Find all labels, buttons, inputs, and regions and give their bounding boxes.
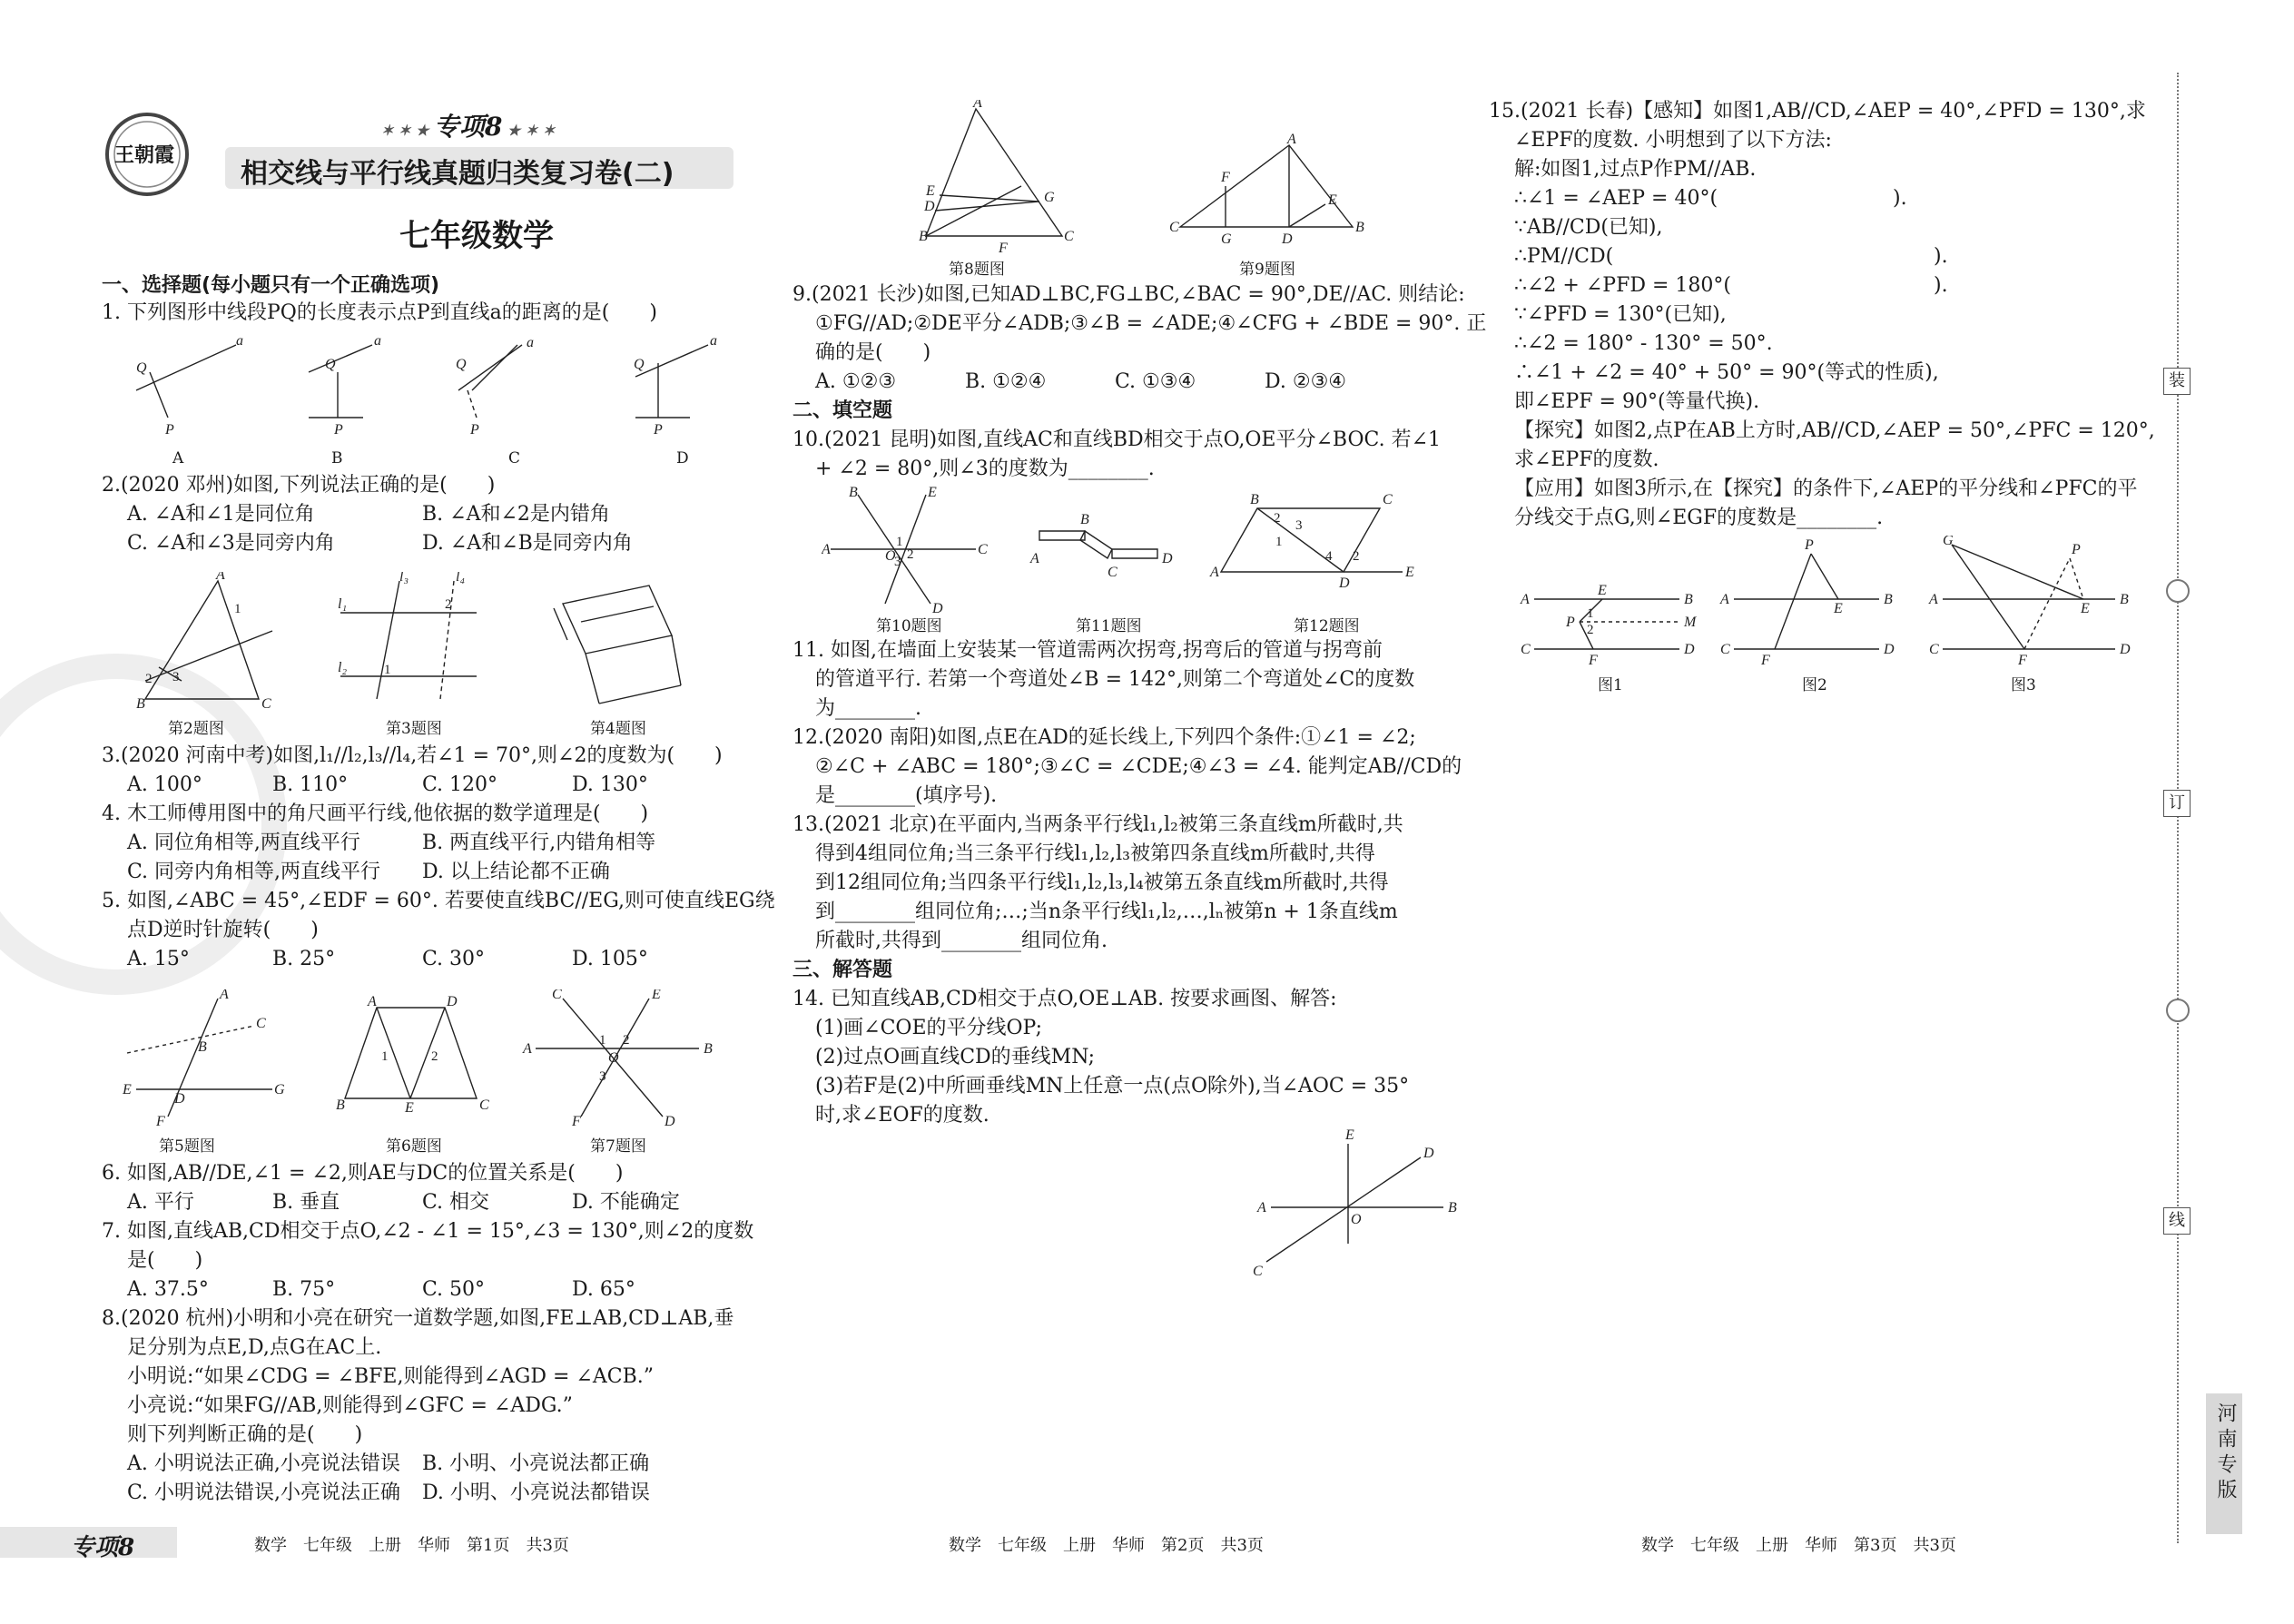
q12-text-3: 是________(填序号). <box>815 784 998 807</box>
svg-text:B: B <box>1884 592 1893 607</box>
cap-fig2: 第2题图 <box>168 720 224 738</box>
q14-text-2: (1)画∠COE的平分线OP; <box>815 1017 1042 1039</box>
q6-a: A. 平行 <box>127 1191 194 1214</box>
svg-text:F: F <box>156 1114 165 1126</box>
svg-text:C: C <box>1383 492 1393 507</box>
q1-text: 1. 下列图形中线段PQ的长度表示点P到直线a的距离的是( ) <box>102 301 657 324</box>
svg-text:O: O <box>608 1050 619 1066</box>
q7-a: A. 37.5° <box>127 1278 209 1301</box>
svg-text:1: 1 <box>384 663 391 677</box>
svg-text:E: E <box>1328 192 1337 208</box>
q4-text: 4. 木工师傅用图中的角尺画平行线,他依据的数学道理是( ) <box>102 802 649 825</box>
svg-text:A: A <box>1720 592 1729 607</box>
svg-text:D: D <box>924 199 935 214</box>
q7-d: D. 65° <box>572 1278 635 1301</box>
svg-text:G: G <box>1221 231 1232 247</box>
binding-mark-3: 线 <box>2163 1207 2191 1235</box>
q9-text-3: 确的是( ) <box>815 341 931 364</box>
svg-text:3: 3 <box>599 1069 606 1084</box>
svg-text:C: C <box>1253 1264 1263 1279</box>
q3-text: 3.(2020 河南中考)如图,l₁//l₂,l₃//l₄,若∠1 = 70°,则∠2的度数为( ) <box>102 744 723 767</box>
q1-opt-a: A <box>172 449 184 468</box>
svg-text:M: M <box>1684 615 1697 630</box>
q3-d: D. 130° <box>572 773 648 796</box>
binding-mark-1: 装 <box>2163 368 2191 395</box>
cap-q15-fig3: 图3 <box>2011 676 2036 694</box>
svg-text:F: F <box>2018 653 2027 668</box>
cap-fig10: 第10题图 <box>876 617 942 635</box>
svg-text:Q: Q <box>456 357 467 372</box>
svg-text:C: C <box>552 989 562 1002</box>
svg-text:A: A <box>1210 565 1219 580</box>
footer-badge: 专项8 <box>71 1534 135 1561</box>
svg-text:P: P <box>470 422 479 438</box>
section-answer: 三、解答题 <box>793 959 893 981</box>
q14-figure <box>1253 1126 1471 1284</box>
svg-text:B: B <box>1250 492 1259 507</box>
svg-text:4: 4 <box>1325 549 1333 564</box>
q14-text-3: (2)过点O画直线CD的垂线MN; <box>815 1046 1096 1068</box>
q6-b: B. 垂直 <box>272 1191 340 1214</box>
svg-text:D: D <box>2120 642 2131 657</box>
svg-text:B: B <box>1080 512 1089 527</box>
q14-text-5: 时,求∠EOF的度数. <box>815 1104 989 1127</box>
cap-fig4: 第4题图 <box>590 720 646 738</box>
q15-text-8: ∵∠PFD = 130°(已知), <box>1514 303 1727 326</box>
cap-fig11: 第11题图 <box>1076 617 1142 635</box>
q6-c: C. 相交 <box>422 1191 490 1214</box>
svg-text:a: a <box>710 336 717 349</box>
special-badge: ✶ ✶ ★ 专项8 ★ ✶ ✶ <box>381 112 556 142</box>
svg-text:2: 2 <box>1587 623 1594 637</box>
q12-text-1: 12.(2020 南阳)如图,点E在AD的延长线上,下列四个条件:①∠1 = ∠2; <box>793 726 1416 749</box>
q9-d: D. ②③④ <box>1265 370 1347 393</box>
binding-circle-2 <box>2166 999 2190 1022</box>
q4-b: B. 两直线平行,内错角相等 <box>422 832 656 854</box>
svg-text:E: E <box>405 1100 414 1116</box>
footer-page-1: 数学 七年级 上册 华师 第1页 共3页 <box>254 1536 569 1555</box>
svg-text:B: B <box>1448 1200 1457 1216</box>
q15-text-5: ∵AB//CD(已知), <box>1514 216 1663 239</box>
q14-text-1: 14. 已知直线AB,CD相交于点O,OE⊥AB. 按要求画图、解答: <box>793 988 1337 1010</box>
edition-label: 河南专版 <box>2214 1403 2237 1504</box>
svg-text:D: D <box>932 601 943 613</box>
svg-text:P: P <box>1805 537 1814 553</box>
q7-c: C. 50° <box>422 1278 486 1301</box>
q9-b: B. ①②④ <box>965 370 1047 393</box>
cap-fig3: 第3题图 <box>386 720 442 738</box>
svg-text:2: 2 <box>445 597 452 612</box>
svg-text:Q: Q <box>325 357 336 372</box>
svg-text:A: A <box>973 100 982 111</box>
svg-text:C: C <box>1064 229 1074 244</box>
q15-text-9: ∴∠2 = 180° - 130° = 50°. <box>1514 332 1773 355</box>
q6-d: D. 不能确定 <box>572 1191 680 1214</box>
q2-4-figures <box>127 572 708 712</box>
q6-text: 6. 如图,AB//DE,∠1 = ∠2,则AE与DC的位置关系是( ) <box>102 1162 624 1185</box>
q4-a: A. 同位角相等,两直线平行 <box>127 832 360 854</box>
q5-a: A. 15° <box>127 948 190 970</box>
svg-text:a: a <box>374 336 381 349</box>
page-title: 相交线与平行线真题归类复习卷(二) <box>241 158 674 190</box>
q15-text-11: 即∠EPF = 90°(等量代换). <box>1514 390 1760 413</box>
q5-7-figures <box>118 989 735 1129</box>
svg-text:G: G <box>274 1082 285 1097</box>
q4-c: C. 同旁内角相等,两直线平行 <box>127 861 381 883</box>
svg-text:C: C <box>1929 642 1939 657</box>
q11-text-3: 为________. <box>815 697 921 720</box>
svg-text:B: B <box>336 1097 345 1113</box>
q8-9-figures <box>908 100 1380 258</box>
q1-opt-b: B <box>331 449 343 468</box>
svg-text:Q: Q <box>136 360 147 376</box>
svg-text:A: A <box>1287 132 1296 147</box>
svg-text:B: B <box>1684 592 1693 607</box>
q8-a: A. 小明说法正确,小亮说法错误 <box>127 1452 400 1475</box>
svg-text:C: C <box>1169 220 1179 235</box>
logo-badge <box>102 100 192 209</box>
page-subtitle: 七年级数学 <box>399 218 554 254</box>
svg-text:P: P <box>654 422 663 438</box>
q3-c: C. 120° <box>422 773 498 796</box>
q15-text-1: 15.(2021 长春)【感知】如图1,AB//CD,∠AEP = 40°,∠PFD = 130°,求 <box>1489 100 2146 123</box>
q12-text-2: ②∠C + ∠ABC = 180°;③∠C = ∠CDE;④∠3 = ∠4. 能判定AB//CD的 <box>815 755 1462 778</box>
svg-text:B: B <box>919 229 928 244</box>
svg-text:A: A <box>523 1041 532 1057</box>
svg-text:1: 1 <box>381 1049 389 1064</box>
svg-text:F: F <box>1221 170 1230 185</box>
svg-text:E: E <box>1345 1127 1354 1143</box>
svg-text:D: D <box>1282 231 1293 247</box>
cap-fig7: 第7题图 <box>590 1137 646 1156</box>
q3-b: B. 110° <box>272 773 349 796</box>
svg-text:1: 1 <box>896 535 903 549</box>
svg-text:E: E <box>1598 583 1607 598</box>
q9-text-1: 9.(2021 长沙)如图,已知AD⊥BC,FG⊥BC,∠BAC = 90°,DE//AC. 则结论: <box>793 283 1465 306</box>
q3-a: A. 100° <box>127 773 202 796</box>
q1-figures <box>127 336 781 467</box>
svg-text:2: 2 <box>623 1033 630 1048</box>
q15-text-7: ∴∠2 + ∠PFD = 180°( <box>1514 274 1731 297</box>
svg-text:P: P <box>2072 542 2081 557</box>
svg-text:B: B <box>1355 220 1364 235</box>
svg-text:E: E <box>2081 601 2090 616</box>
svg-text:l₃: l₃ <box>399 572 409 585</box>
svg-text:C: C <box>256 1016 266 1031</box>
q8-b: B. 小明、小亮说法都正确 <box>422 1452 650 1475</box>
svg-text:Q: Q <box>634 357 645 372</box>
q15-text-6: ∴PM//CD( <box>1514 245 1614 268</box>
svg-text:G: G <box>1044 190 1055 205</box>
q15-text-2: ∠EPF的度数. 小明想到了以下方法: <box>1514 129 1832 152</box>
svg-text:2: 2 <box>145 672 153 686</box>
svg-text:B: B <box>2120 592 2129 607</box>
q1-opt-d: D <box>676 449 689 468</box>
q13-text-3: 到12组同位角;当四条平行线l₁,l₂,l₃,l₄被第五条直线m所截时,共得 <box>815 871 1389 894</box>
svg-text:A: A <box>1929 592 1938 607</box>
svg-text:P: P <box>1566 615 1575 630</box>
q15-text-4: ∴∠1 = ∠AEP = 40°( <box>1514 187 1718 210</box>
svg-text:E: E <box>1405 565 1414 580</box>
q8-d: D. 小明、小亮说法都错误 <box>422 1481 650 1504</box>
svg-text:E: E <box>928 486 937 500</box>
q15-text-14: 【应用】如图3所示,在【探究】的条件下,∠AEP的平分线和∠PFC的平 <box>1514 477 2138 500</box>
q8-text-3: 小明说:“如果∠CDG = ∠BFE,则能得到∠AGD = ∠ACB.” <box>127 1365 654 1388</box>
svg-text:B: B <box>136 696 145 708</box>
svg-text:1: 1 <box>1587 606 1594 621</box>
svg-text:l₂: l₂ <box>338 660 348 675</box>
q8-text-2: 足分别为点E,D,点G在AC上. <box>127 1336 382 1359</box>
q10-text-1: 10.(2021 昆明)如图,直线AC和直线BD相交于点O,OE平分∠BOC. 若∠1 <box>793 428 1442 451</box>
svg-text:E: E <box>652 989 661 1002</box>
svg-text:3: 3 <box>172 670 180 684</box>
q5-d: D. 105° <box>572 948 648 970</box>
q2-a: A. ∠A和∠1是同位角 <box>127 503 315 526</box>
q9-a: A. ①②③ <box>815 370 897 393</box>
q11-text-1: 11. 如图,在墙面上安装某一管道需两次拐弯,拐弯后的管道与拐弯前 <box>793 639 1383 662</box>
section-choice: 一、选择题(每小题只有一个正确选项) <box>102 274 440 297</box>
svg-text:D: D <box>174 1091 185 1107</box>
svg-text:A: A <box>220 989 229 1002</box>
q1-opt-c: C <box>508 449 521 468</box>
svg-text:D: D <box>447 994 458 1009</box>
q5-b: B. 25° <box>272 948 336 970</box>
binding-mark-2: 订 <box>2163 790 2191 817</box>
svg-text:1: 1 <box>599 1033 606 1048</box>
q10-12-figures <box>822 486 1439 616</box>
svg-text:A: A <box>216 572 225 583</box>
svg-text:3: 3 <box>1295 518 1303 533</box>
q10-text-2: + ∠2 = 80°,则∠3的度数为________. <box>815 458 1155 480</box>
q15-figures <box>1516 536 2151 684</box>
svg-text:O: O <box>1351 1212 1362 1227</box>
cap-fig8: 第8题图 <box>949 261 1005 279</box>
q5-text-1: 5. 如图,∠ABC = 45°,∠EDF = 60°. 若要使直线BC//EG,则可使直线EG绕 <box>102 890 775 912</box>
q13-text-5: 所截时,共得到________组同位角. <box>815 930 1108 952</box>
svg-text:B: B <box>849 486 858 500</box>
q15-text-10: ∴∠1 + ∠2 = 40° + 50° = 90°(等式的性质), <box>1514 361 1939 384</box>
q9-c: C. ①③④ <box>1115 370 1196 393</box>
q14-text-4: (3)若F是(2)中所画垂线MN上任意一点(点O除外),当∠AOC = 35° <box>815 1075 1410 1097</box>
q8-text-1: 8.(2020 杭州)小明和小亮在研究一道数学题,如图,FE⊥AB,CD⊥AB,垂 <box>102 1307 734 1330</box>
q15-closer-1: ). <box>1893 187 1907 210</box>
cap-fig6: 第6题图 <box>386 1137 442 1156</box>
q15-closer-3: ). <box>1934 274 1948 297</box>
svg-text:a: a <box>236 336 243 349</box>
q2-text: 2.(2020 邓州)如图,下列说法正确的是( ) <box>102 474 496 497</box>
svg-text:B: B <box>198 1039 207 1055</box>
svg-text:B: B <box>704 1041 713 1057</box>
svg-text:C: C <box>1108 565 1117 580</box>
svg-text:G: G <box>1943 536 1954 548</box>
svg-text:E: E <box>926 183 935 199</box>
q7-text-2: 是( ) <box>127 1249 203 1272</box>
footer-page-2: 数学 七年级 上册 华师 第2页 共3页 <box>949 1536 1264 1555</box>
q2-d: D. ∠A和∠B是同旁内角 <box>422 532 633 555</box>
q7-b: B. 75° <box>272 1278 336 1301</box>
q5-c: C. 30° <box>422 948 486 970</box>
q15-closer-2: ). <box>1934 245 1948 268</box>
svg-text:A: A <box>1257 1200 1266 1216</box>
svg-text:E: E <box>1834 601 1843 616</box>
q9-text-2: ①FG//AD;②DE平分∠ADB;③∠B = ∠ADE;④∠CFG + ∠BDE = 90°. 正 <box>815 312 1487 335</box>
svg-text:2: 2 <box>1274 511 1281 526</box>
logo-text: 王朝霞 <box>114 143 175 167</box>
svg-text:2: 2 <box>1353 549 1360 564</box>
q8-text-5: 则下列判断正确的是( ) <box>127 1423 363 1446</box>
q5-text-2: 点D逆时针旋转( ) <box>127 919 319 941</box>
footer-page-3: 数学 七年级 上册 华师 第3页 共3页 <box>1641 1536 1956 1555</box>
svg-text:D: D <box>665 1114 675 1126</box>
svg-text:1: 1 <box>1275 535 1283 549</box>
svg-text:C: C <box>978 542 988 557</box>
q8-c: C. 小明说法错误,小亮说法正确 <box>127 1481 401 1504</box>
svg-text:A: A <box>1030 551 1039 566</box>
binding-circle-1 <box>2166 579 2190 603</box>
svg-text:F: F <box>999 241 1008 254</box>
q13-text-1: 13.(2021 北京)在平面内,当两条平行线l₁,l₂被第三条直线m所截时,共 <box>793 813 1403 836</box>
svg-text:l₄: l₄ <box>456 572 466 585</box>
svg-text:2: 2 <box>907 547 914 562</box>
q2-b: B. ∠A和∠2是内错角 <box>422 503 610 526</box>
svg-text:P: P <box>165 422 174 438</box>
svg-text:C: C <box>261 696 271 708</box>
svg-text:2: 2 <box>431 1049 438 1064</box>
cap-fig9: 第9题图 <box>1239 261 1295 279</box>
cap-fig5: 第5题图 <box>159 1137 215 1156</box>
svg-text:A: A <box>1521 592 1530 607</box>
section-fill: 二、填空题 <box>793 399 893 422</box>
svg-text:D: D <box>1423 1146 1434 1161</box>
svg-text:D: D <box>1162 551 1173 566</box>
svg-text:C: C <box>1720 642 1730 657</box>
svg-text:C: C <box>1521 642 1531 657</box>
svg-text:1: 1 <box>234 602 241 616</box>
svg-text:l₁: l₁ <box>338 596 348 612</box>
svg-text:3: 3 <box>894 555 901 569</box>
svg-text:E: E <box>123 1082 132 1097</box>
cap-q15-fig2: 图2 <box>1802 676 1827 694</box>
q11-text-2: 的管道平行. 若第一个弯道处∠B = 142°,则第二个弯道处∠C的度数 <box>815 668 1415 691</box>
q13-text-2: 得到4组同位角;当三条平行线l₁,l₂,l₃被第四条直线m所截时,共得 <box>815 842 1375 865</box>
q4-d: D. 以上结论都不正确 <box>422 861 610 883</box>
q15-text-12: 【探究】如图2,点P在AB上方时,AB//CD,∠AEP = 50°,∠PFC = 120°, <box>1514 419 2155 442</box>
svg-text:P: P <box>334 422 343 438</box>
q7-text-1: 7. 如图,直线AB,CD相交于点O,∠2 - ∠1 = 15°,∠3 = 130°,则∠2的度数 <box>102 1220 754 1243</box>
q2-c: C. ∠A和∠3是同旁内角 <box>127 532 335 555</box>
svg-text:D: D <box>1884 642 1895 657</box>
svg-text:C: C <box>479 1097 489 1113</box>
svg-text:D: D <box>1339 576 1350 591</box>
svg-text:A: A <box>368 994 377 1009</box>
cap-q15-fig1: 图1 <box>1598 676 1623 694</box>
q8-text-4: 小亮说:“如果FG//AB,则能得到∠GFC = ∠ADG.” <box>127 1394 573 1417</box>
svg-text:A: A <box>822 542 831 557</box>
svg-text:F: F <box>572 1114 581 1126</box>
svg-text:O: O <box>885 548 896 564</box>
q15-text-15: 分线交于点G,则∠EGF的度数是________. <box>1514 507 1884 529</box>
svg-text:F: F <box>1589 653 1598 668</box>
q15-text-13: 求∠EPF的度数. <box>1514 448 1659 471</box>
svg-text:D: D <box>1684 642 1695 657</box>
svg-text:a: a <box>527 336 534 350</box>
q15-text-3: 解:如图1,过点P作PM//AB. <box>1514 158 1757 181</box>
q13-text-4: 到________组同位角;…;当n条平行线l₁,l₂,…,lₙ被第n + 1条直线m <box>815 901 1398 923</box>
cap-fig12: 第12题图 <box>1294 617 1360 635</box>
svg-text:F: F <box>1761 653 1770 668</box>
